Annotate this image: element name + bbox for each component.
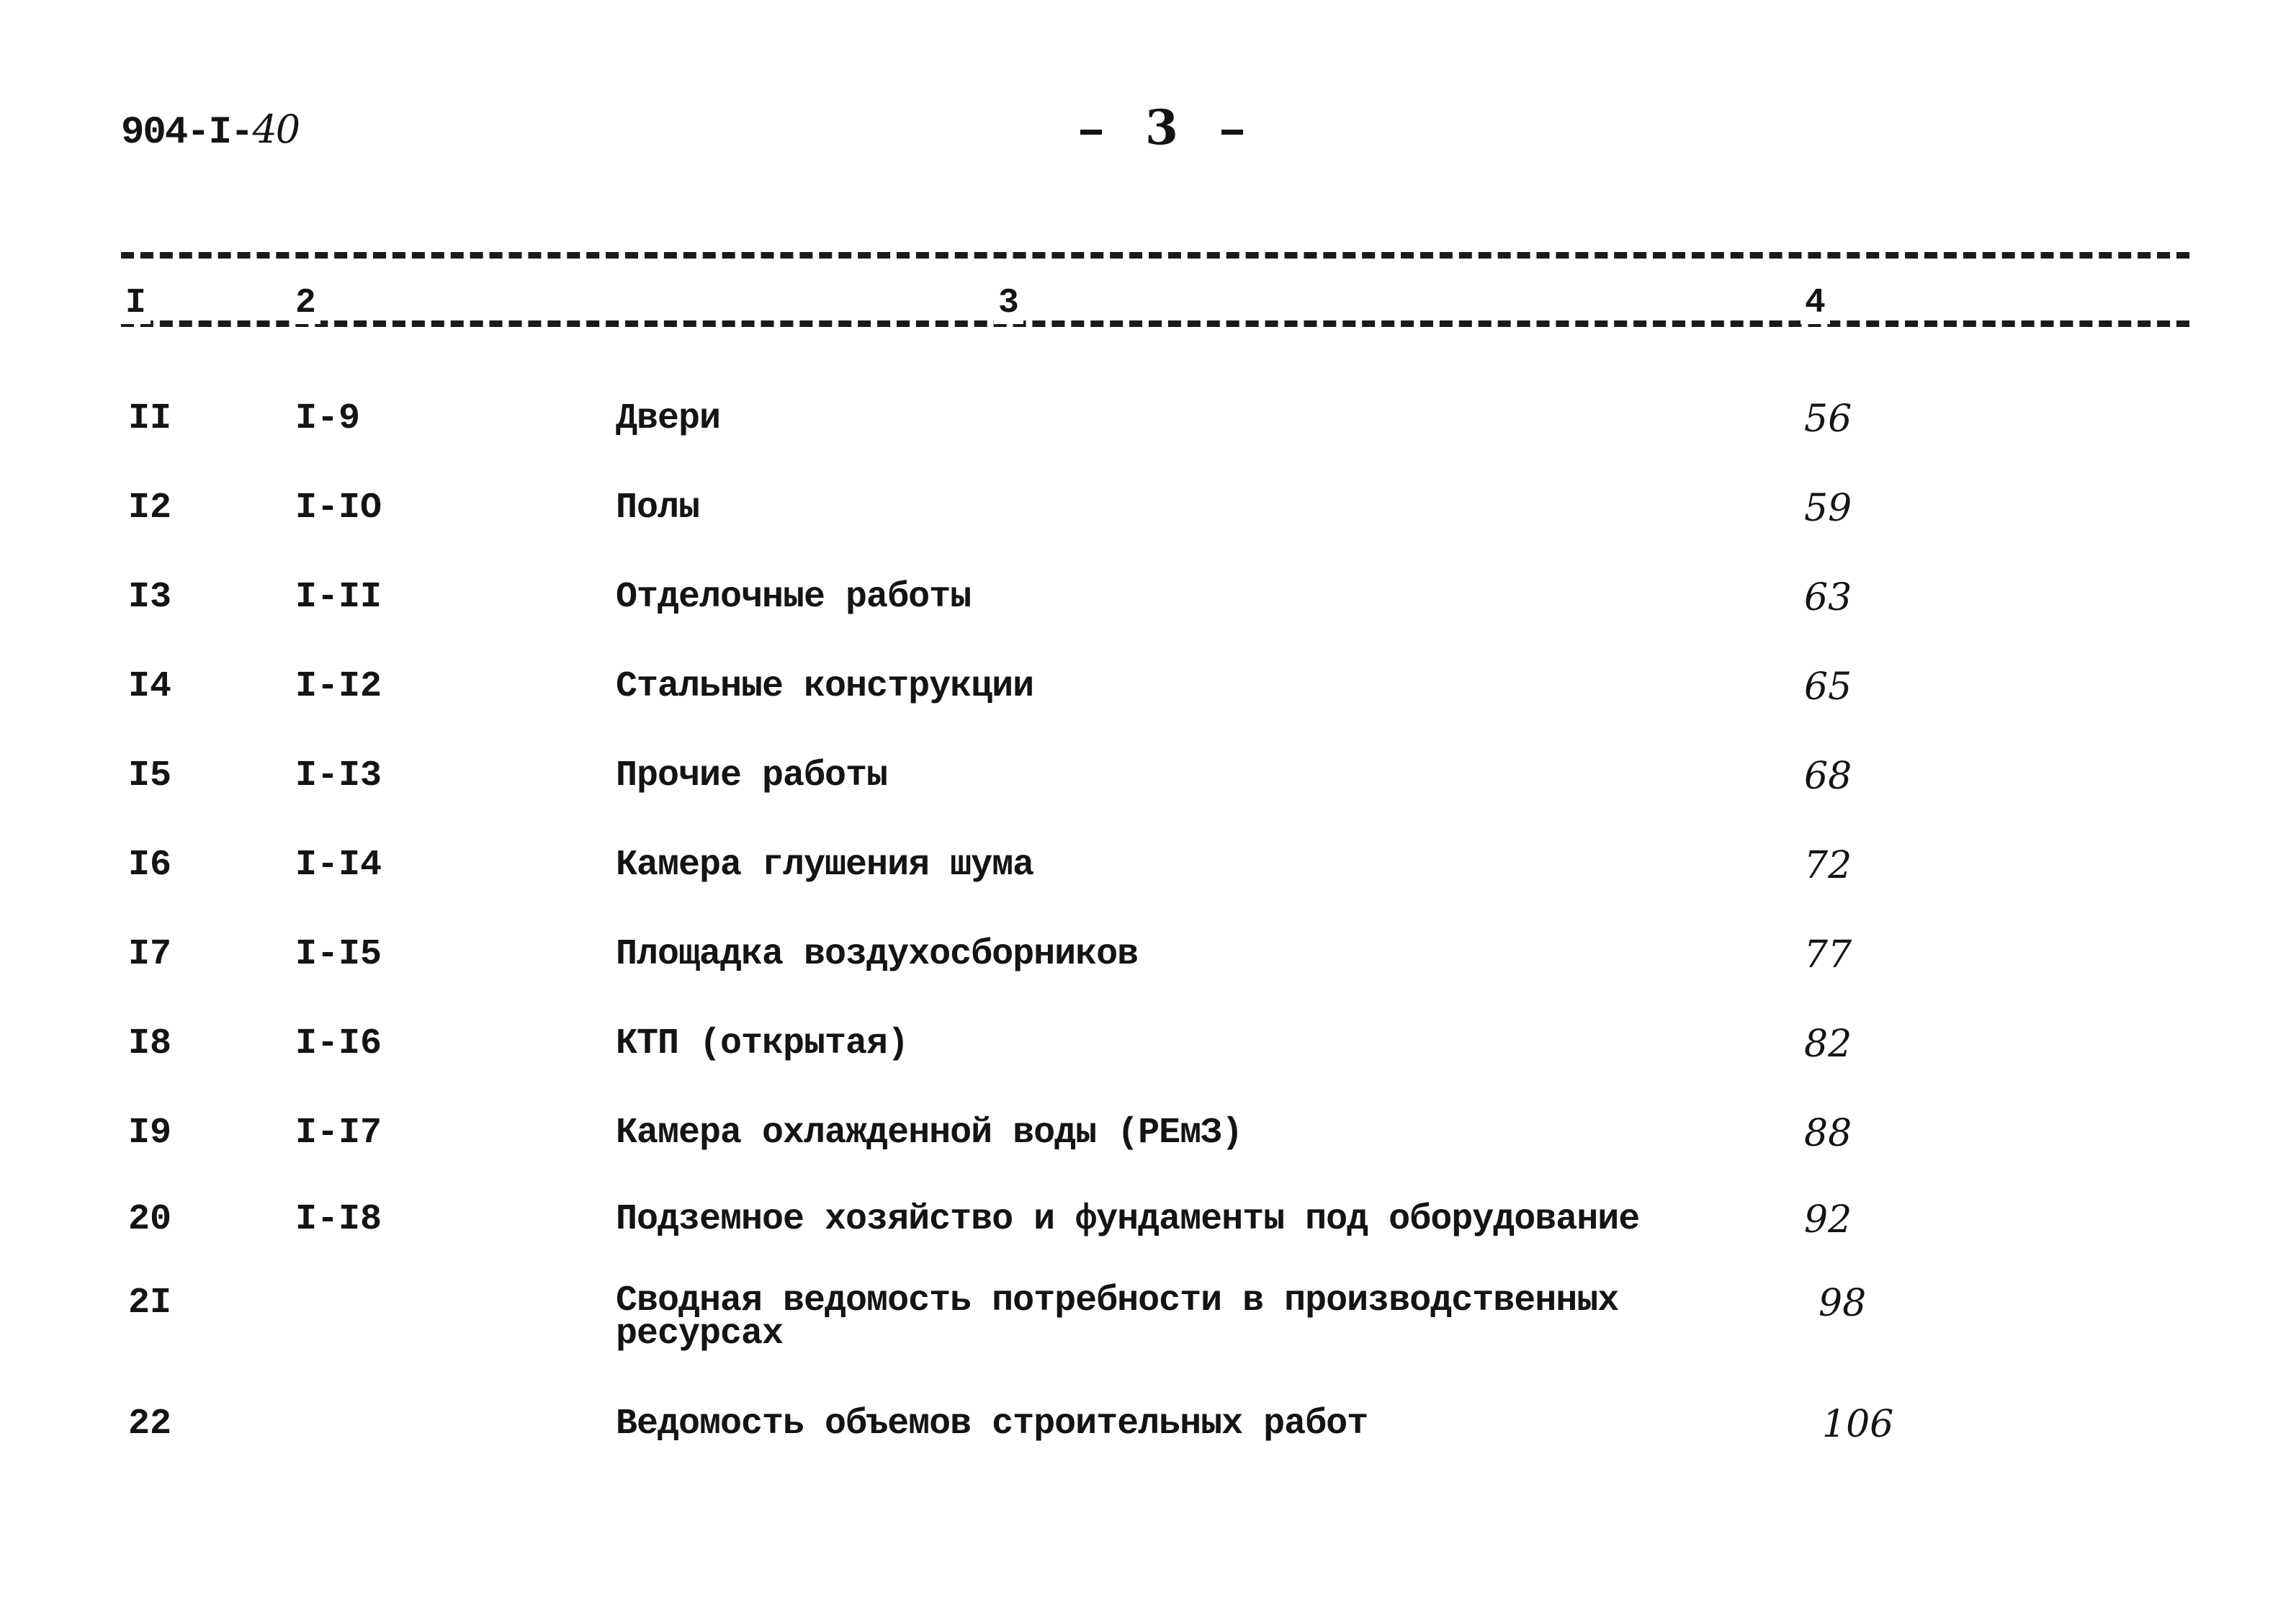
- row-page: 65: [1804, 665, 1852, 709]
- row-title: КТП (открытая): [616, 1023, 909, 1064]
- row-number: I6: [128, 845, 172, 886]
- row-sheet: I-I5: [295, 934, 382, 975]
- document-code: [121, 107, 299, 155]
- row-number: I9: [128, 1113, 172, 1154]
- row-title: Камера глушения шума: [616, 845, 1034, 886]
- row-sheet: I-9: [295, 398, 361, 439]
- table-top-rule: [121, 252, 2189, 259]
- page-number-dash-right: [1221, 130, 1243, 135]
- row-sheet: I-I6: [295, 1023, 382, 1064]
- row-number: I4: [128, 666, 172, 707]
- row-page: 77: [1804, 933, 1852, 977]
- row-sheet: I-I7: [295, 1113, 382, 1154]
- row-title: Двери: [616, 398, 721, 439]
- row-title: Ведомость объемов строительных работ: [616, 1404, 1368, 1445]
- column-header-2: 2: [291, 282, 320, 324]
- row-title: Прочие работы: [616, 755, 888, 796]
- row-page: 82: [1804, 1023, 1852, 1066]
- row-page: 59: [1804, 487, 1852, 530]
- row-title: Площадка воздухосборников: [616, 934, 1139, 975]
- row-page: 98: [1819, 1282, 1867, 1325]
- column-header-4: 4: [1801, 282, 1830, 324]
- row-number: I8: [128, 1023, 172, 1064]
- page-number-value: 3: [1145, 99, 1178, 156]
- row-number: 2I: [128, 1283, 172, 1324]
- row-sheet: I-IO: [295, 488, 382, 529]
- row-number: I2: [128, 488, 172, 529]
- row-page: 88: [1804, 1112, 1852, 1155]
- row-number: 20: [128, 1199, 172, 1240]
- row-number: I3: [128, 577, 172, 618]
- row-number: I7: [128, 934, 172, 975]
- row-title: Стальные конструкции: [616, 666, 1034, 707]
- row-page: 68: [1804, 755, 1852, 798]
- row-page: 56: [1804, 398, 1852, 441]
- document-code-handwritten: 40: [252, 107, 300, 152]
- page-number-dash-left: [1080, 130, 1102, 135]
- table-header-rule: [121, 320, 2189, 327]
- row-sheet: I-I4: [295, 845, 382, 886]
- row-page: 92: [1804, 1198, 1852, 1242]
- row-title: Сводная ведомость потребности в производственных ресурсах: [616, 1280, 1619, 1355]
- document-code-typed: 904-I-: [121, 111, 253, 155]
- row-title: Подземное хозяйство и фундаменты под оборудование: [616, 1199, 1640, 1240]
- row-page: 106: [1822, 1403, 1894, 1446]
- row-sheet: I-II: [295, 577, 382, 618]
- row-number: I5: [128, 755, 172, 796]
- row-page: 63: [1804, 576, 1852, 619]
- column-header-1: I: [121, 282, 151, 324]
- row-sheet: I-I2: [295, 666, 382, 707]
- page-number: [1037, 99, 1286, 156]
- row-number: 22: [128, 1404, 172, 1445]
- row-page: 72: [1804, 844, 1852, 887]
- row-sheet: I-I8: [295, 1199, 382, 1240]
- row-title: Камера охлажденной воды (РЕмЗ): [616, 1113, 1243, 1154]
- row-sheet: I-I3: [295, 755, 382, 796]
- column-header-3: 3: [994, 282, 1023, 324]
- row-number: II: [128, 398, 172, 439]
- row-title: Отделочные работы: [616, 577, 972, 618]
- row-title: Полы: [616, 488, 700, 529]
